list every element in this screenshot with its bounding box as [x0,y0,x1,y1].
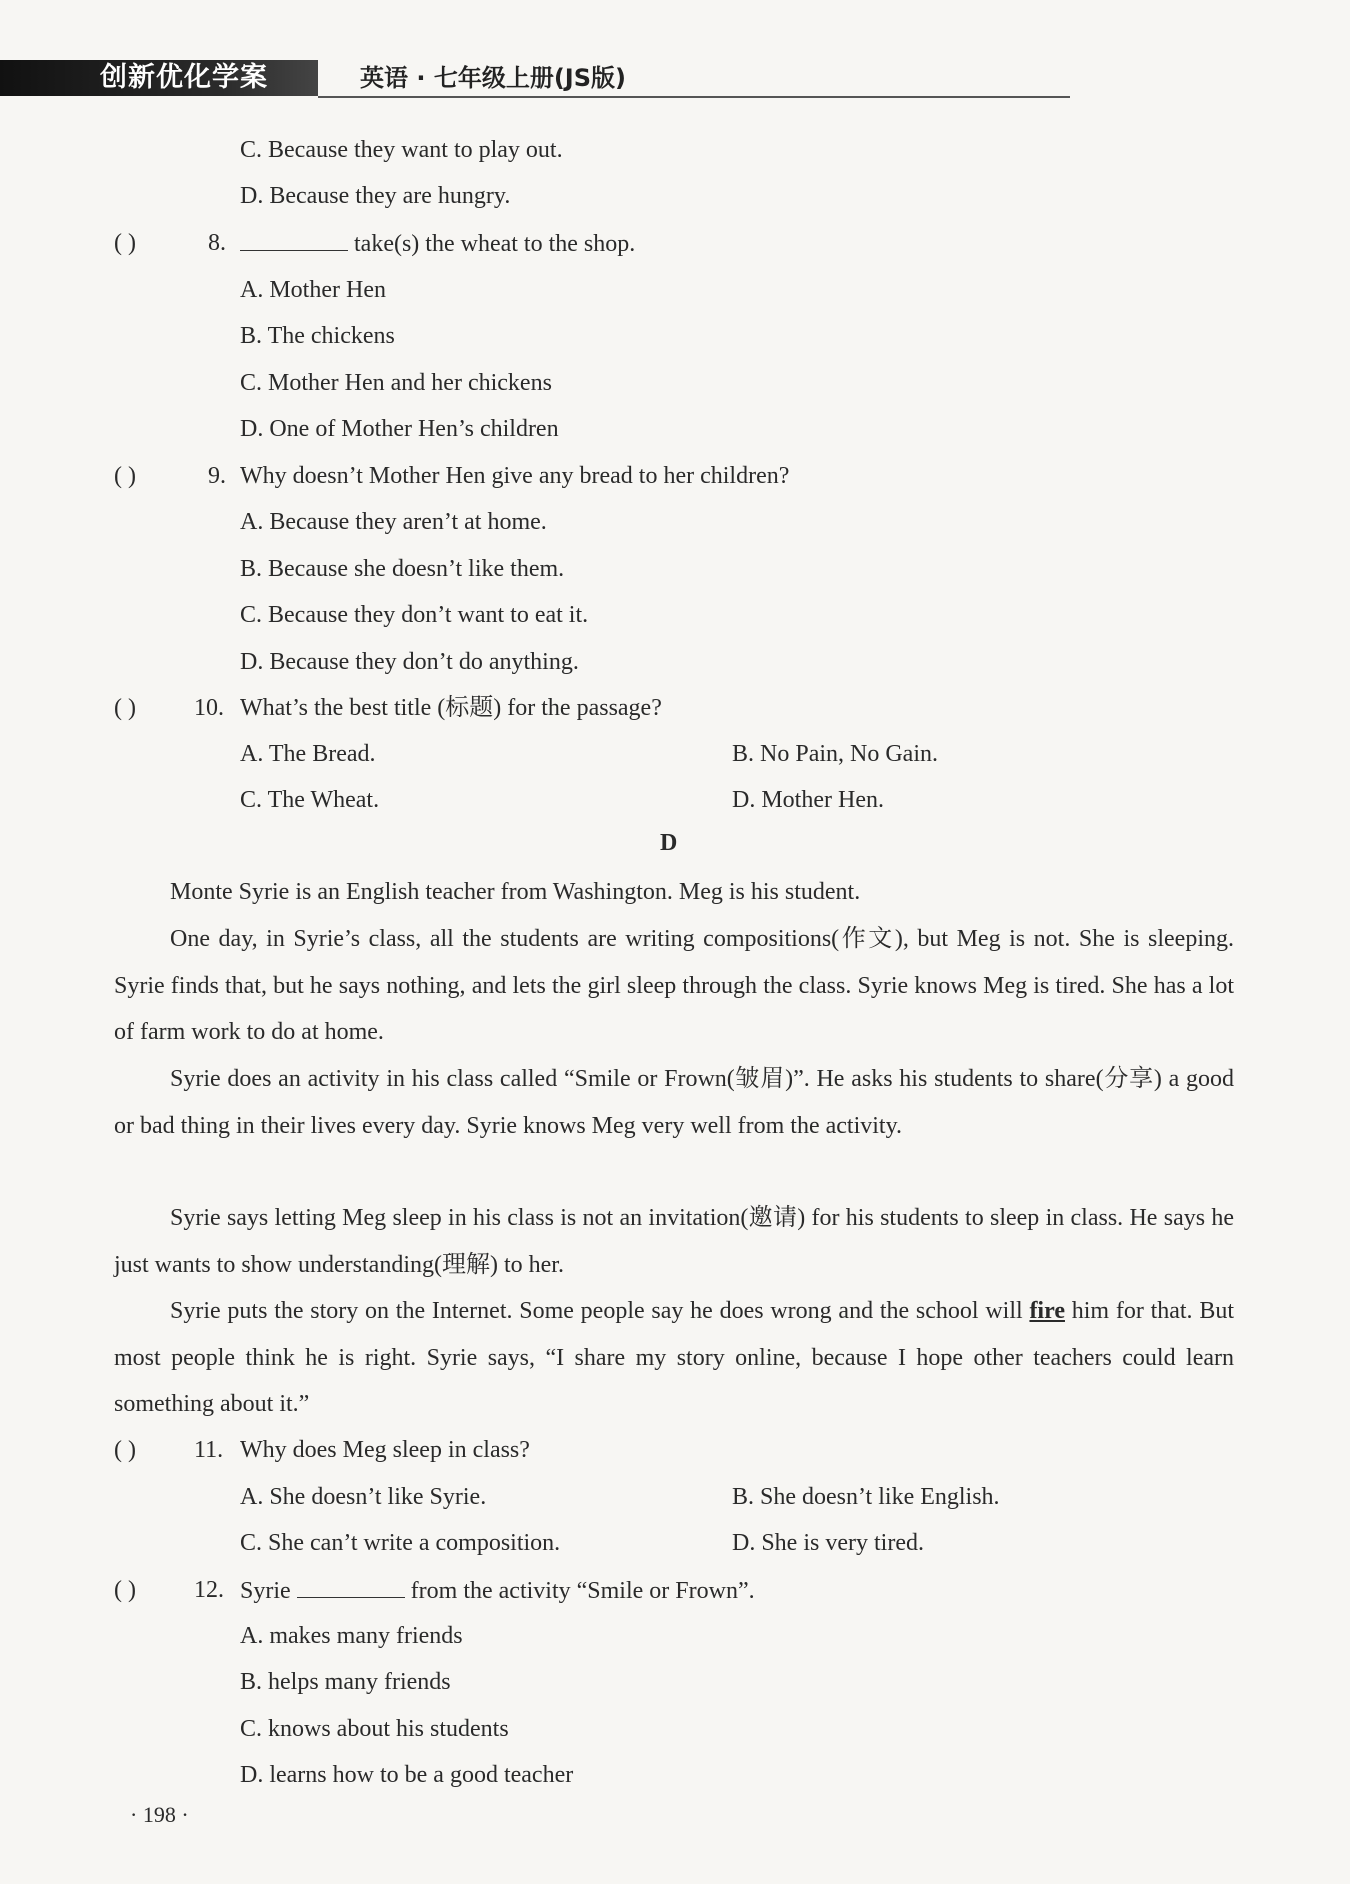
q11-option-a: A. She doesn’t like Syrie. [240,1484,487,1510]
highlighted-word-fire: fire [1029,1298,1065,1324]
q8-option-a: A. Mother Hen [240,277,386,303]
q9-answer-paren[interactable]: ( ) [114,463,136,489]
q12-option-b: B. helps many friends [240,1669,451,1695]
q9-stem: Why doesn’t Mother Hen give any bread to her children? [240,463,790,489]
passage-paragraph-4: Syrie says letting Meg sleep in his class is not an invitation(邀请) for his students to sleep in class. He says he just wants to show understanding(理解) to her. [114,1205,1234,1278]
q8-number: 8. [208,230,226,256]
passage-paragraph-2: One day, in Syrie’s class, all the students are writing compositions(作文), but Meg is not. She is sleeping. Syrie finds that, but he says nothing, and lets the girl sleep through the class. Syrie knows Meg is tired. She has a lot of farm work to do at home. [114,926,1234,1045]
q8-stem [240,228,635,259]
q10-stem: What’s the best title (标题) for the passage? [240,695,662,721]
q12-option-a: A. makes many friends [240,1623,463,1649]
q11-answer-paren[interactable]: ( ) [114,1437,136,1463]
q12-stem-end: from the activity “Smile or Frown”. [410,1578,755,1604]
q9-option-c: C. Because they don’t want to eat it. [240,602,589,628]
q8-stem-text: take(s) the wheat to the shop. [354,231,636,257]
q8-option-b: B. The chickens [240,323,395,349]
q8-answer-paren[interactable]: ( ) [114,230,136,256]
q10-option-c: C. The Wheat. [240,787,380,813]
passage-paragraph-3: Syrie does an activity in his class called “Smile or Frown(皱眉)”. He asks his students to share(分享) a good or bad thing in their lives every day. Syrie knows Meg very well from the activity. [114,1066,1234,1139]
q9-option-b: B. Because she doesn’t like them. [240,556,565,582]
q9-option-d: D. Because they don’t do anything. [240,649,579,675]
passage-paragraph-5: Syrie puts the story on the Internet. Some people say he does wrong and the school will fire him for that. But most people think he is right. Syrie says, “I share my story online, because I hope other teachers could learn something about it.” [114,1298,1234,1417]
q12-stem-start: Syrie [240,1578,291,1604]
q12-option-c: C. knows about his students [240,1716,509,1742]
q8-option-c: C. Mother Hen and her chickens [240,370,552,396]
q10-option-a: A. The Bread. [240,741,376,767]
header-divider [318,96,1070,98]
q10-answer-paren[interactable]: ( ) [114,695,136,721]
q12-answer-paren[interactable]: ( ) [114,1577,136,1603]
q11-stem: Why does Meg sleep in class? [240,1437,530,1463]
q9-number: 9. [208,463,226,489]
q12-stem [240,1575,755,1606]
q8-option-d: D. One of Mother Hen’s children [240,416,559,442]
q12-number: 12. [194,1577,224,1603]
section-label-d: D [660,830,678,856]
q11-number: 11. [194,1437,224,1463]
q7-option-c: C. Because they want to play out. [240,137,563,163]
q11-option-d: D. She is very tired. [732,1530,924,1556]
q12-option-d: D. learns how to be a good teacher [240,1762,574,1788]
brand-banner: 创新优化学案 [0,60,318,96]
q11-option-c: C. She can’t write a composition. [240,1530,561,1556]
passage-paragraph-1: Monte Syrie is an English teacher from Washington. Meg is his student. [170,879,861,905]
q10-option-d: D. Mother Hen. [732,787,884,813]
q10-option-b: B. No Pain, No Gain. [732,741,938,767]
q7-option-d: D. Because they are hungry. [240,183,511,209]
subject-title: 英语 · 七年级上册(JS版) [360,64,626,92]
q9-option-a: A. Because they aren’t at home. [240,509,547,535]
q10-number: 10. [194,695,224,721]
q8-blank[interactable] [240,228,348,251]
q12-blank[interactable] [297,1575,405,1598]
page-header [0,52,1070,96]
q11-option-b: B. She doesn’t like English. [732,1484,1000,1510]
page-number: · 198 · [130,1802,189,1827]
